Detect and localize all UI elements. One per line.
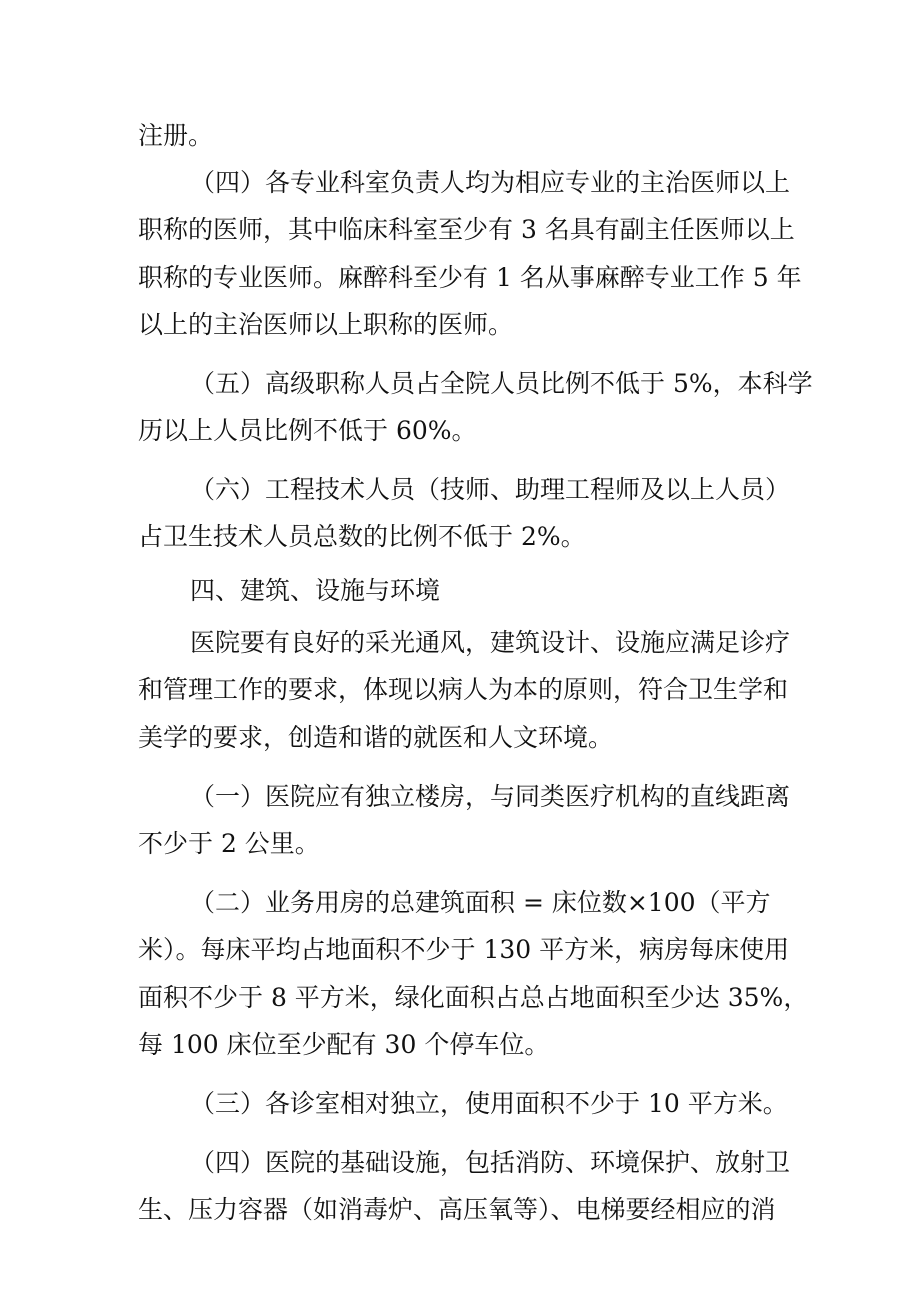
text-line-consulting-rooms: （三）各诊室相对独立，使用面积不少于 10 平方米。 — [190, 1089, 788, 1118]
text-line-engineering-staff: （六）工程技术人员（技师、助理工程师及以上人员） — [190, 475, 791, 504]
text-line-bachelor-ratio: 历以上人员比例不低于 60%。 — [138, 416, 477, 445]
text-line-registration: 注册。 — [138, 121, 214, 150]
text-line-land-area: 米）。每床平均占地面积不少于 130 平方米，病房每床使用 — [138, 935, 790, 964]
text-line-department-heads: （四）各专业科室负责人均为相应专业的主治医师以上 — [190, 168, 791, 197]
text-line-infrastructure: （四）医院的基础设施，包括消防、环境保护、放射卫 — [190, 1148, 791, 1177]
text-line-attending-physician: 以上的主治医师以上职称的医师。 — [138, 310, 514, 339]
text-line-environment: 美学的要求，创造和谐的就医和人文环境。 — [138, 723, 614, 752]
text-line-lighting: 医院要有良好的采光通风，建筑设计、设施应满足诊疗 — [190, 628, 791, 657]
text-line-pressure-equipment: 生、压力容器（如消毒炉、高压氧等）、电梯要经相应的消 — [138, 1195, 776, 1224]
text-line-floor-area: （二）业务用房的总建筑面积 = 床位数×100（平方 — [190, 888, 771, 917]
text-line-technical-ratio: 占卫生技术人员总数的比例不低于 2%。 — [138, 522, 586, 551]
text-line-anesthesia-department: 职称的专业医师。麻醉科至少有 1 名从事麻醉专业工作 5 年 — [138, 263, 802, 292]
text-line-senior-titles: （五）高级职称人员占全院人员比例不低于 5%，本科学 — [190, 369, 813, 398]
text-line-parking: 每 100 床位至少配有 30 个停车位。 — [138, 1030, 550, 1059]
text-line-independent-building: （一）医院应有独立楼房，与同类医疗机构的直线距离 — [190, 782, 791, 811]
text-line-clinical-department: 职称的医师，其中临床科室至少有 3 名具有副主任医师以上 — [138, 215, 795, 244]
section-heading-buildings: 四、建筑、设施与环境 — [190, 576, 441, 605]
text-line-distance: 不少于 2 公里。 — [138, 829, 320, 858]
text-line-green-area: 面积不少于 8 平方米，绿化面积占总占地面积至少达 35%， — [138, 983, 809, 1012]
text-line-management-requirements: 和管理工作的要求，体现以病人为本的原则，符合卫生学和 — [138, 675, 789, 704]
